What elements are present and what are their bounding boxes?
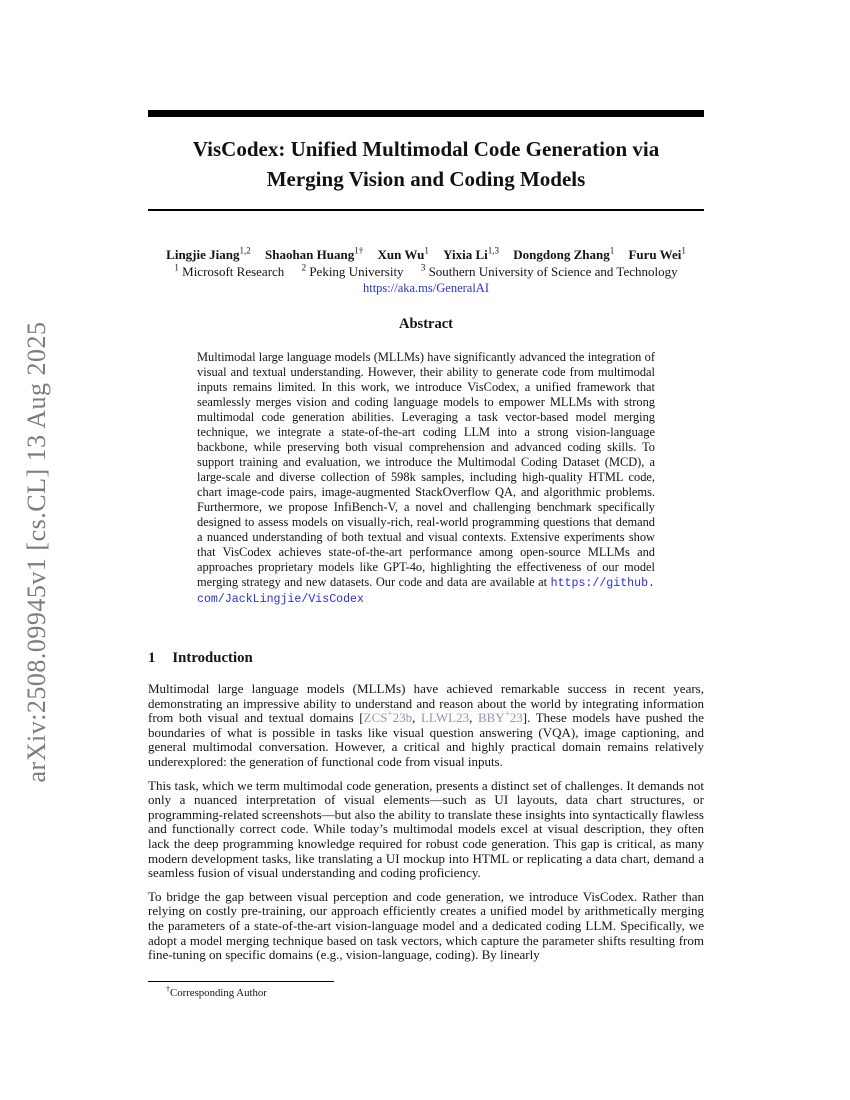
footnote-rule	[148, 981, 334, 982]
top-rule	[148, 110, 704, 117]
paper-title-line2: Merging Vision and Coding Models	[266, 167, 586, 191]
citation-ref[interactable]: LLWL23	[420, 710, 470, 726]
author: Lingjie Jiang$^{1,2}$	[166, 245, 251, 262]
paper-title	[148, 134, 704, 194]
intro-paragraph-2: This task, which we term multimodal code generation, presents a distinct set of challenges. It demands not only a nuanced interpretation of visual elements—such as UI layouts, data chart structures, or programming-related screenshots—but also the ability to translate these insights into syntactically flawless and functionally correct code. While today’s multimodal models excel at visual description, they often lack the deep programming knowledge required for robust code generation. This gap is critical, as many modern development tasks, like translating a UI mockup into HTML or replicating a data chart, demand a seamless fusion of visual understanding and coding proficiency.	[148, 777, 704, 881]
project-link-line	[120, 281, 732, 296]
authors-block	[120, 247, 732, 296]
author: Furu Wei$^1$	[628, 245, 686, 262]
author: Dongdong Zhang$^1$	[513, 245, 615, 262]
abstract-heading: Abstract	[399, 316, 453, 332]
author-names-line	[120, 247, 732, 262]
title-rule	[148, 209, 704, 211]
author: Shaohan Huang$^{1\dagger}$	[264, 245, 364, 262]
affiliation: $^2$ Peking University	[301, 262, 404, 279]
abstract-section	[197, 316, 655, 607]
footnote: †Corresponding Author	[166, 984, 267, 999]
introduction-section	[148, 650, 704, 972]
author: Yixia Li$^{1,3}$	[443, 245, 500, 262]
paper-title-line1: VisCodex: Unified Multimodal Code Generation via	[192, 137, 660, 161]
citation-ref[interactable]: BBY+23	[477, 708, 523, 726]
intro-paragraph-1: Multimodal large language models (MLLMs) have achieved remarkable success in recent years, demonstrating an impressive ability to understand and reason about the world by integrating information from both visual and textual domains [ZCS+23b, LLWL23, BBY+23]. These models have pushed the boundaries of what is possible in tasks like visual question answering (VQA), image captioning, and general multimodal conversation. However, a critical and highly practical domain remains relatively underexplored: the generation of functional code from visual inputs.	[148, 681, 705, 769]
general-ai-link[interactable]: https://aka.ms/GeneralAI	[362, 281, 489, 295]
author: Xun Wu$^1$	[377, 245, 429, 262]
abstract-text: Multimodal large language models (MLLMs) have significantly advanced the integration of visual and textual understanding. However, their ability to generate code from multimodal inputs remains limited. In this work, we introduce VisCodex, a unified framework that seamlessly merges vision and coding language models to empower MLLMs with strong multimodal code generation abilities. Leveraging a task vector-based model merging technique, we integrate a state-of-the-art coding LLM into a strong vision-language backbone, while preserving both visual comprehension and advanced coding skills. To support training and evaluation, we introduce the Multimodal Coding Dataset (MCD), a large-scale and diverse collection of 598k samples, including high-quality HTML code, chart image-code pairs, image-augmented StackOverflow QA, and algorithmic problems. Furthermore, we propose InfiBench-V, a novel and challenging benchmark specifically designed to assess models on visually-rich, real-world programming questions that demand a nuanced understanding of both textual and visual contexts. Extensive experiments show that VisCodex achieves state-of-the-art performance among open-source MLLMs and approaches proprietary models like GPT-4o, highlighting the effectiveness of our model merging strategy and new datasets. Our code and data are available at https://github.com/JackLingjie/VisCodex	[197, 350, 655, 606]
citation-ref[interactable]: ZCS+23b	[363, 708, 413, 726]
section-heading-introduction: 1 Introduction	[148, 650, 253, 666]
arxiv-watermark: arXiv:2508.09945v1 [cs.CL] 13 Aug 2025	[22, 321, 51, 783]
affiliations-line	[120, 264, 732, 279]
affiliation: $^1$ Microsoft Research	[174, 262, 285, 279]
affiliation: $^3$ Southern University of Science and Technology	[420, 262, 678, 279]
intro-paragraph-3: To bridge the gap between visual perception and code generation, we introduce VisCodex. Rather than relying on costly pre-training, our approach efficiently creates a unified model by arithmetically merging the parameters of a state-of-the-art vision-language model and a dedicated coding LLM. Specifically, we adopt a model merging technique based on task vectors, which capture the parameter shifts resulting from fine-tuning on specific domains (e.g., vision-language, coding). By linearly	[148, 888, 704, 963]
code-repo-link[interactable]: https://github.com/JackLingjie/VisCodex	[197, 577, 655, 606]
